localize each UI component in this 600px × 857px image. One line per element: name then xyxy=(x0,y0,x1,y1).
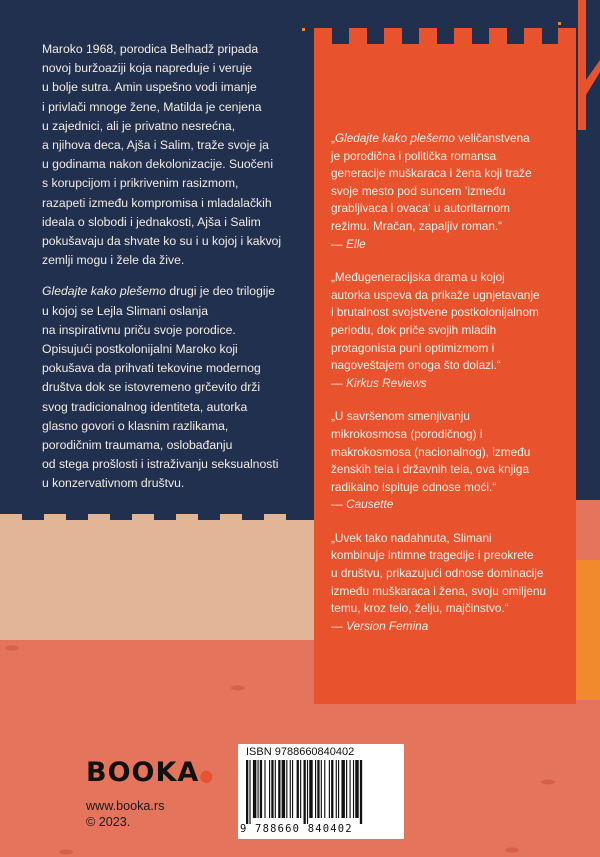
text-line: svog tradicionalnog identiteta, autorka xyxy=(42,399,248,414)
text-line: autorka uspeva da prikaže ugnjetavanje xyxy=(331,287,540,302)
barcode-bar xyxy=(315,760,316,818)
quote-source: — Causette xyxy=(331,497,394,512)
barcode-bar xyxy=(297,760,299,818)
publisher-website[interactable]: www.booka.rs xyxy=(86,799,165,813)
barcode-bar xyxy=(331,760,333,818)
wall-merlon xyxy=(44,514,66,532)
text-line: „Međugeneracijska drama u kojoj xyxy=(331,270,505,285)
barcode-bar xyxy=(346,760,347,818)
wall-merlon xyxy=(88,514,110,532)
text-line: u bolje sutra. Amin uspešno vodi imanje xyxy=(42,80,257,95)
barcode-bar xyxy=(290,760,291,818)
barcode-bar xyxy=(338,760,339,818)
text-line: u kojoj se Lejla Slimani oslanja xyxy=(42,303,208,318)
text-line: društva dok se istovremeno grčevito drži xyxy=(42,380,261,395)
text-line: u godinama nakon dekolonizacije. Suočeni xyxy=(42,157,274,172)
publisher-logo xyxy=(86,757,214,788)
text-line: glasno govori o klasnim razlikama, xyxy=(42,418,229,433)
barcode-bar xyxy=(253,760,256,818)
text-line: ženskih tela i državnih tela, ova knjiga xyxy=(331,462,530,477)
barcode-bar xyxy=(282,760,285,818)
barcode-bar xyxy=(304,760,306,824)
text-line: „Uvek tako nadahnuta, Slimani xyxy=(331,530,492,545)
barcode-bar xyxy=(286,760,287,818)
quote-source: — Version Femina xyxy=(331,618,429,633)
publisher-info xyxy=(86,798,164,830)
text-line: temu, kroz telo, želju, majčinstvo.“ xyxy=(331,601,509,616)
barcode-bar xyxy=(249,760,250,824)
review-quotes xyxy=(331,130,576,651)
text-line: pokušava da prihvati tekovine modernog xyxy=(42,361,261,376)
barcode-bar xyxy=(269,760,270,818)
text-line: u društvu, prikazujući odnose dominacije xyxy=(331,566,544,581)
text-line: porodičnim traumama, oslobađanju xyxy=(42,438,233,453)
barcode-bar xyxy=(260,760,262,818)
text-line: a njihova deca, Ajša i Salim, traže svoje ja xyxy=(42,138,269,153)
barcode-bar xyxy=(321,760,322,818)
barcode-bar xyxy=(341,760,344,818)
quote-source: — Kirkus Reviews xyxy=(331,375,427,390)
text-line: je porodična i politička romansa xyxy=(331,148,497,163)
text-line: radikalno ispituje odnose moći.“ xyxy=(331,479,497,494)
text-line: razapeti između kompromisa i mladalačkih xyxy=(42,195,272,210)
text-line: Opisujući postkolonijalni Maroko koji xyxy=(42,342,238,357)
text-line: i privlači mnoge žene, Matilda je cenjena xyxy=(42,99,262,114)
text-line: novoj buržoaziji koja napreduje i veruje xyxy=(42,61,253,76)
quote-source: — Elle xyxy=(331,236,366,251)
barcode-bar xyxy=(264,760,265,818)
text-line: na inspirativnu priču svoje porodice. xyxy=(42,322,236,337)
barcode-bar xyxy=(353,760,354,818)
book-title-italic: Gledajte kako plešemo xyxy=(42,284,166,299)
barcode-bar xyxy=(350,760,351,818)
quote-causette xyxy=(331,408,576,514)
barcode-bar xyxy=(307,760,308,824)
wall-merlon xyxy=(176,514,198,532)
text-line: protagonista puni optimizmom i xyxy=(331,340,495,355)
quote-elle xyxy=(331,130,576,253)
book-title-italic: Gledajte kako plešemo xyxy=(334,131,455,145)
publisher-logo-text: BOOKA xyxy=(86,757,200,788)
text-line: režimu. Mračan, zapaljiv roman.“ xyxy=(331,218,503,233)
quote-version-femina xyxy=(331,530,576,636)
barcode-bar xyxy=(258,760,259,818)
barcode-bar xyxy=(275,760,276,818)
text-line: u zajednici, ali je privatno nesrećna, xyxy=(42,118,236,133)
text-line: svoje mesto pod suncem ’između xyxy=(331,183,506,198)
isbn-label: ISBN 9788660840402 xyxy=(246,746,355,758)
synopsis-text xyxy=(42,40,312,506)
text-line: drugi je deo trilogije xyxy=(165,284,276,299)
text-line: kombinuje intimne tragedije i preokrete xyxy=(331,548,534,563)
text-line: između muškaraca i žena, svoju omiljenu xyxy=(331,583,547,598)
barcode-bar xyxy=(336,760,337,818)
quote-mark: „ xyxy=(331,131,335,145)
isbn-digits: 9 788660 840402 xyxy=(240,823,353,835)
barcode-bar xyxy=(329,760,330,818)
text-line: generacije muškaraca i žena koji traže xyxy=(331,166,532,181)
barcode-bar xyxy=(324,760,325,818)
wall-merlon xyxy=(264,514,286,532)
text-line: s korupcijom i prikrivenim rasizmom, xyxy=(42,176,239,191)
text-line: mikrokosmosa (porodičnog) i xyxy=(331,426,483,441)
quote-kirkus xyxy=(331,269,576,392)
text-line: i brutalnost svojstvene postkolonijalnom xyxy=(331,305,539,320)
text-line: zemlji mogu i žele da žive. xyxy=(42,253,185,268)
text-line: veličanstvena xyxy=(454,131,530,145)
wall-merlon xyxy=(132,514,154,532)
barcode-bar xyxy=(271,760,273,818)
text-line: od stega prošlosti i istraživanju seksualnosti xyxy=(42,457,279,472)
synopsis-paragraph-1 xyxy=(42,40,312,270)
text-line: grabljivaca i ovaca‘ u autoritarnom xyxy=(331,201,511,216)
barcode-bar xyxy=(246,760,248,824)
barcode-bar xyxy=(292,760,293,818)
barcode-bar xyxy=(309,760,312,818)
text-line: periodu, dok priče svojih mladih xyxy=(331,322,497,337)
synopsis-paragraph-2 xyxy=(42,282,312,493)
accent-strip-top xyxy=(576,500,600,560)
barcode-bar xyxy=(317,760,319,818)
text-line: nagoveštajem onoga što dolazi.“ xyxy=(331,358,501,373)
logo-dot-icon: ● xyxy=(199,766,215,785)
wall-merlon xyxy=(0,514,22,532)
publication-year: © 2023. xyxy=(86,815,131,829)
barcode-bar xyxy=(360,760,362,824)
text-line: „U savršenom smenjivanju xyxy=(331,409,470,424)
text-line: ideala o slobodi i jednakosti, Ajša i Salim xyxy=(42,214,261,229)
text-line: u konzervativnom društvu. xyxy=(42,476,185,491)
barcode-icon xyxy=(246,760,396,824)
barcode-bar xyxy=(355,760,358,818)
barcode-bar xyxy=(278,760,280,818)
text-line: pokušavaju da shvate ko su i u kojoj i kakvoj xyxy=(42,234,282,249)
text-line: Maroko 1968, porodica Belhadž pripada xyxy=(42,42,259,56)
text-line: makrokosmosa (nacionalnog), između xyxy=(331,444,531,459)
wall-merlon xyxy=(220,514,242,532)
barcode-bar xyxy=(300,760,301,818)
